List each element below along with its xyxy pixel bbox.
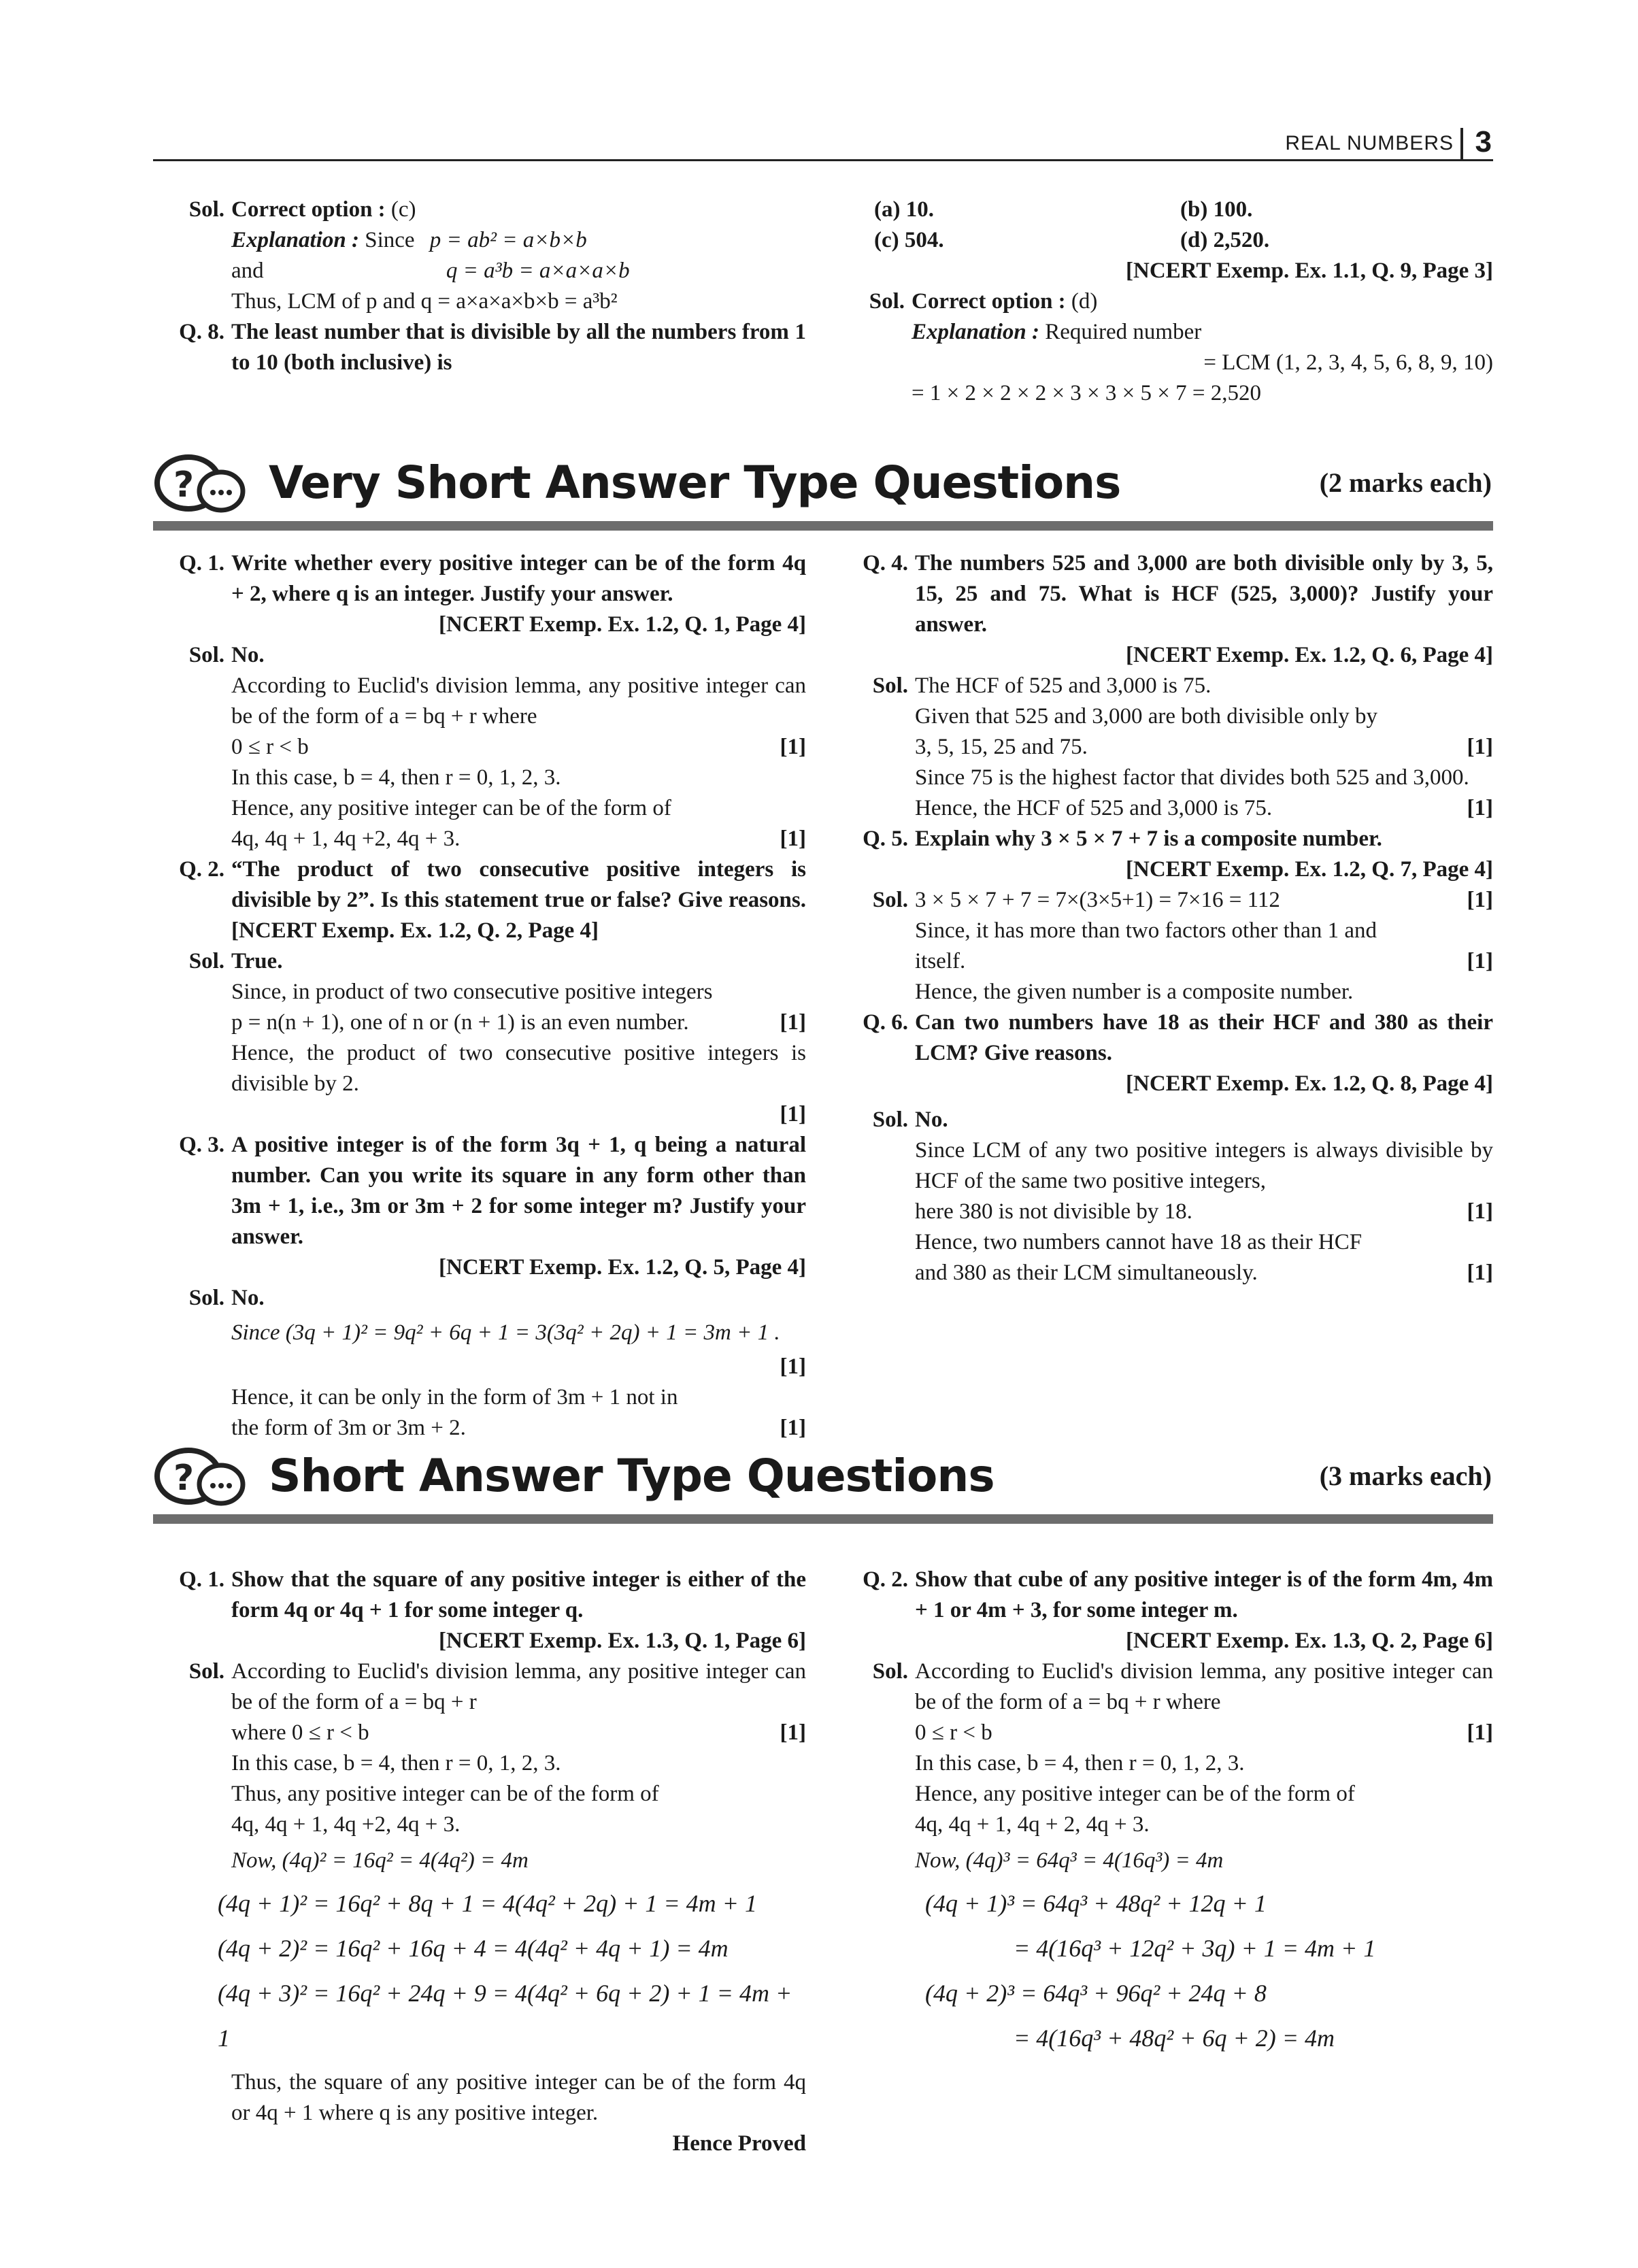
question-chat-icon	[153, 453, 248, 518]
equations-square: (4q + 1)² = 16q² + 8q + 1 = 4(4q² + 2q) + 1 = 4m + 1 (4q + 2)² = 16q² + 16q + 4 = 4(4q² + 4q + 1) = 4m (4q + 3)² = 16q² + 24q + 9 = 4(4q² + 6q + 2) + 1 = 4m + 1	[218, 1890, 792, 2052]
chapter-title: REAL NUMBERS	[1285, 132, 1454, 154]
top-right-column	[847, 195, 1493, 409]
question-sa-2: Q. 2. Show that cube of any positive integer is of the form 4m, 4m + 1 or 4m + 3, for some integer m. [NCERT Exemp. Ex. 1.3, Q. 2, Page 6]	[863, 1567, 1493, 1653]
question-vsa-2: Q. 2. “The product of two consecutive positive integers is divisible by 2”. Is this statement true or false? Give reasons.[NCERT Exemp. Ex. 1.2, Q. 2, Page 4]	[179, 857, 806, 943]
top-left-column	[153, 195, 806, 378]
mcq-options: (a) 10. (b) 100. (c) 504. (d) 2,520.	[874, 197, 1270, 252]
solution-q7: Sol. Correct option : (c) Explanation : Since p = ab² = a×b×b and q = a³b = a×a×a×b Thus, LCM of p and q = a×a×a×b×b = a³b²	[188, 197, 630, 314]
question-sa-1: Q. 1. Show that the square of any positive integer is either of the form 4q or 4q + 1 for some integer q. [NCERT Exemp. Ex. 1.3, Q. 1, Page 6]	[179, 1567, 806, 1653]
question-vsa-5: Q. 5. Explain why 3 × 5 × 7 + 7 is a composite number. [NCERT Exemp. Ex. 1.2, Q. 7, Page 4]	[863, 827, 1493, 882]
section-heading-short	[153, 1442, 1493, 1524]
solution-vsa-2: Sol. True. Since, in product of two consecutive positive integers p = n(n + 1), one of n or (n + 1) is an even number. [1] Hence, the product of two consecutive positive integers is divisible by 2. [1]	[188, 949, 806, 1127]
svg-text:?: ?	[173, 465, 195, 505]
section-title: Short Answer Type Questions	[269, 1450, 994, 1502]
svg-text:?: ?	[173, 1458, 195, 1499]
conclusion-sa-1: Thus, the square of any positive integer can be of the form 4q or 4q + 1 where q is any positive integer. Hence Proved	[231, 2070, 806, 2156]
section-marks: (2 marks each)	[1319, 467, 1492, 498]
page-number: 3	[1475, 125, 1492, 159]
solution-q8: Sol. Correct option : (d) Explanation : Required number = LCM (1, 2, 3, 4, 5, 6, 8, 9, 10) = 1 × 2 × 2 × 2 × 3 × 3 × 5 × 7 = 2,520	[869, 289, 1493, 405]
question-vsa-1: Q. 1. Write whether every positive integer can be of the form 4q + 2, where q is an integer. Justify your answer. [NCERT Exemp. Ex. 1.2, Q. 1, Page 4]	[179, 551, 806, 637]
question-q8: Q. 8. The least number that is divisible by all the numbers from 1 to 10 (both inclusive) is	[179, 320, 806, 375]
section-marks: (3 marks each)	[1319, 1461, 1492, 1491]
question-vsa-6: Q. 6. Can two numbers have 18 as their HCF and 380 as their LCM? Give reasons. [NCERT Exemp. Ex. 1.2, Q. 8, Page 4]	[863, 1010, 1493, 1096]
vsa-left-column	[153, 548, 806, 1444]
solution-vsa-5: Sol. 3 × 5 × 7 + 7 = 7×(3×5+1) = 7×16 = 112 [1] Since, it has more than two factors other than 1 and itself. [1] Hence, the given number is a composite number.	[872, 888, 1493, 1004]
sa-right-column	[837, 1565, 1493, 2061]
solution-vsa-4: Sol. The HCF of 525 and 3,000 is 75. Given that 525 and 3,000 are both divisible only by 3, 5, 15, 25 and 75. [1] Since 75 is the highest factor that divides both 525 and 3,000. Hence, the HCF of 525 and 3,000 is 75. [1]	[872, 673, 1493, 820]
question-vsa-3: Q. 3. A positive integer is of the form 3q + 1, q being a natural number. Can you write its square in any form other than 3m + 1, i.e., 3m or 3m + 2 for some integer m? Justify your answer. [NCERT Exemp. Ex. 1.2, Q. 5, Page 4]	[179, 1133, 806, 1280]
solution-vsa-6: Sol. No. Since LCM of any two positive integers is always divisible by HCF of the same two positive integers, here 380 is not divisible by 18. [1] Hence, two numbers cannot have 18 as their HCF and 380 as their LCM simultaneously. [1]	[872, 1107, 1493, 1285]
question-chat-icon	[153, 1446, 248, 1512]
section-rule	[153, 521, 1493, 531]
solution-sa-1: Sol. According to Euclid's division lemma, any positive integer can be of the form of a = bq + r where 0 ≤ r < b [1] In this case, b = 4, then r = 0, 1, 2, 3. Thus, any positive integer can be of the form of 4q, 4q + 1, 4q +2, 4q + 3. Now, (4q)² = 16q² = 4(4q²) = 4m	[188, 1659, 806, 1873]
question-vsa-4: Q. 4. The numbers 525 and 3,000 are both divisible only by 3, 5, 15, 25 and 75. What is HCF (525, 3,000)? Justify your answer. [NCERT Exemp. Ex. 1.2, Q. 6, Page 4]	[863, 551, 1493, 667]
solution-vsa-1: Sol. No. According to Euclid's division lemma, any positive integer can be of the form of a = bq + r where 0 ≤ r < b [1] In this case, b = 4, then r = 0, 1, 2, 3. Hence, any positive integer can be of the form of 4q, 4q + 1, 4q +2, 4q + 3. [1]	[188, 643, 806, 851]
solution-vsa-3: Sol. No. Since (3q + 1)² = 9q² + 6q + 1 = 3(3q² + 2q) + 1 = 3m + 1 . [1] Hence, it can be only in the form of 3m + 1 not in the form of 3m or 3m + 2. [1]	[188, 1286, 806, 1440]
running-header	[153, 125, 1493, 161]
vsa-right-column	[837, 548, 1493, 1288]
equations-cube: (4q + 1)³ = 64q³ + 48q² + 12q + 1 = 4(16q³ + 12q² + 3q) + 1 = 4m + 1 (4q + 2)³ = 64q³ + 96q² + 24q + 8 = 4(16q³ + 48q² + 6q + 2) = 4m	[925, 1890, 1376, 2052]
section-title: Very Short Answer Type Questions	[269, 456, 1121, 509]
header-divider	[1460, 128, 1463, 159]
section-heading-very-short	[153, 449, 1493, 531]
sa-left-column	[153, 1565, 806, 2159]
solution-sa-2: Sol. According to Euclid's division lemma, any positive integer can be of the form of a = bq + r where 0 ≤ r < b [1] In this case, b = 4, then r = 0, 1, 2, 3. Hence, any positive integer can be of the form of 4q, 4q + 1, 4q + 2, 4q + 3. Now, (4q)³ = 64q³ = 4(16q³) = 4m	[872, 1659, 1493, 1873]
section-rule	[153, 1514, 1493, 1524]
source-reference: [NCERT Exemp. Ex. 1.1, Q. 9, Page 3]	[1126, 259, 1493, 283]
